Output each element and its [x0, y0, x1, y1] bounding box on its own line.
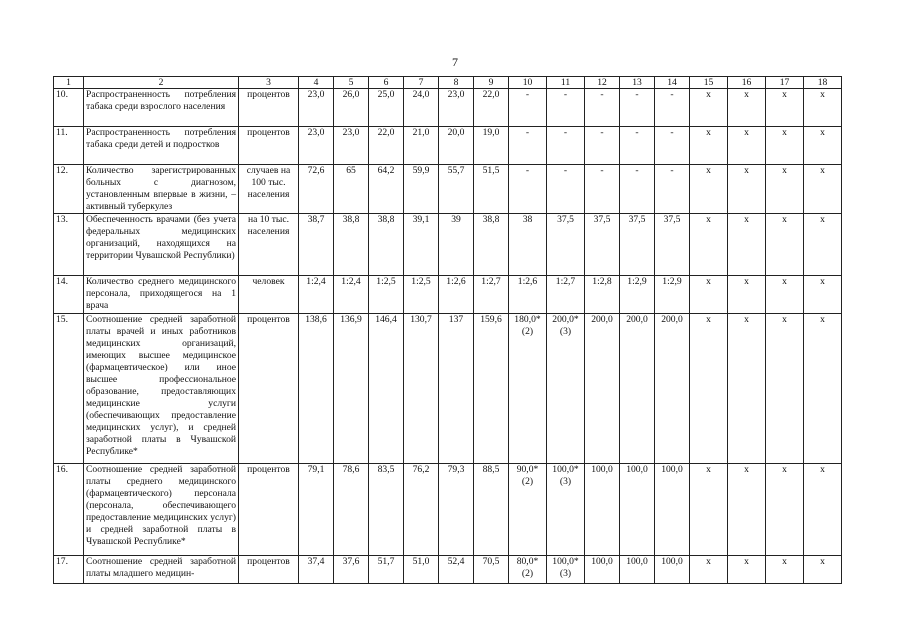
value-text: 72,6: [307, 165, 325, 176]
value-text: 100,0: [591, 464, 613, 475]
value-cell: [547, 556, 585, 584]
table-row: [54, 214, 842, 276]
value-text: 1:2,8: [592, 276, 612, 287]
value-cell: [690, 165, 728, 214]
table-row: [54, 127, 842, 165]
value-text: х: [782, 314, 787, 325]
value-cell: [804, 314, 842, 464]
value-cell: [334, 464, 369, 556]
value-cell: [728, 165, 766, 214]
value-text: 37,5: [593, 214, 611, 225]
value-text: -: [635, 89, 639, 100]
column-number: 2: [84, 77, 239, 89]
value-cell: [334, 127, 369, 165]
page-number: 7: [452, 55, 458, 69]
column-number: 14: [655, 77, 690, 89]
value-text: 22,0: [377, 127, 395, 138]
value-text: х: [782, 214, 787, 225]
value-text: 23,0: [447, 89, 465, 100]
value-cell: [299, 464, 334, 556]
indicator-name: Соотношение средней заработной платы среднего медицинского (фармацевтического) персонала (персонала, обеспечивающего предоставление медицинских услуг) и средней заработной платы в Чувашской Республике*: [84, 464, 239, 556]
value-text: 52,4: [447, 556, 465, 567]
value-cell: [369, 464, 404, 556]
value-cell: [509, 214, 547, 276]
value-text: 130,7: [410, 314, 432, 325]
table-row: [54, 464, 842, 556]
value-text: 1:2,4: [341, 276, 361, 287]
value-text: х: [782, 276, 787, 287]
value-cell: [804, 127, 842, 165]
value-text: х: [782, 127, 787, 138]
value-text: 79,1: [307, 464, 325, 475]
value-cell: [655, 314, 690, 464]
value-text: -: [635, 127, 639, 138]
value-text: 51,5: [482, 165, 500, 176]
value-text: х: [820, 89, 825, 100]
indicator-name: Соотношение средней заработной платы врачей и иных работников медицинских организаций, имеющих высшее медицинское (фармацевтическое) или иное высшее профессиональное образование, предоставляющих медицинские услуги (обеспечивающих предоставление медицинских услуг), и средней заработной платы в Чувашской Республике*: [84, 314, 239, 464]
value-cell: [474, 464, 509, 556]
value-cell: [334, 276, 369, 314]
value-cell: [439, 276, 474, 314]
value-cell: [728, 464, 766, 556]
value-cell: [439, 556, 474, 584]
value-cell: [369, 127, 404, 165]
indicator-name: Количество зарегистрированных больных с диагнозом, установленным впервые в жизни, – активный туберкулез: [84, 165, 239, 214]
value-cell: [620, 314, 655, 464]
value-cell: [585, 165, 620, 214]
value-text: 55,7: [447, 165, 465, 176]
table-row: [54, 276, 842, 314]
value-cell: [334, 214, 369, 276]
value-text: 146,4: [375, 314, 397, 325]
value-cell: [620, 276, 655, 314]
column-number: 18: [804, 77, 842, 89]
value-text: 37,4: [307, 556, 325, 567]
value-text: 38: [522, 214, 533, 225]
value-text: 51,7: [377, 556, 395, 567]
value-cell: [585, 214, 620, 276]
unit-cell: процентов: [239, 464, 299, 556]
value-text: 1:2,7: [481, 276, 501, 287]
value-cell: [728, 214, 766, 276]
value-text: х: [744, 127, 749, 138]
value-text: 137: [448, 314, 464, 325]
value-cell: [547, 276, 585, 314]
column-number: 6: [369, 77, 404, 89]
column-number: 1: [54, 77, 84, 89]
value-text: 100,0: [626, 464, 648, 475]
value-text: 1:2,5: [376, 276, 396, 287]
value-text: 90,0*: [516, 464, 539, 475]
value-cell: [585, 89, 620, 127]
value-cell: [766, 127, 804, 165]
value-cell: [299, 556, 334, 584]
value-cell: [804, 556, 842, 584]
value-text: 23,0: [342, 127, 360, 138]
value-text: 100,0: [661, 464, 683, 475]
value-text: -: [670, 127, 674, 138]
value-text: -: [600, 89, 604, 100]
value-cell: [804, 464, 842, 556]
value-text: х: [744, 89, 749, 100]
value-cell: [728, 127, 766, 165]
value-cell: [439, 89, 474, 127]
value-text: х: [820, 464, 825, 475]
footnote-ref: (3): [559, 326, 572, 337]
value-cell: [299, 276, 334, 314]
value-text: 1:2,4: [306, 276, 326, 287]
value-cell: [404, 314, 439, 464]
value-text: 25,0: [377, 89, 395, 100]
value-cell: [620, 127, 655, 165]
value-cell: [804, 89, 842, 127]
row-number: 16.: [54, 464, 84, 556]
row-number: 15.: [54, 314, 84, 464]
footnote-ref: (2): [521, 476, 534, 487]
value-cell: [690, 556, 728, 584]
value-cell: [766, 89, 804, 127]
indicator-name: Количество среднего медицинского персонала, приходящегося на 1 врача: [84, 276, 239, 314]
value-text: 88,5: [482, 464, 500, 475]
value-text: х: [820, 165, 825, 176]
value-text: 1:2,6: [446, 276, 466, 287]
value-text: 38,8: [482, 214, 500, 225]
value-text: х: [706, 464, 711, 475]
value-text: 100,0: [661, 556, 683, 567]
value-text: х: [744, 214, 749, 225]
row-number: 10.: [54, 89, 84, 127]
value-cell: [474, 556, 509, 584]
value-text: 200,0*: [552, 314, 579, 325]
value-text: -: [670, 89, 674, 100]
unit-cell: на 10 тыс. населения: [239, 214, 299, 276]
value-cell: [585, 127, 620, 165]
unit-cell: процентов: [239, 556, 299, 584]
value-text: 1:2,9: [627, 276, 647, 287]
unit-cell: процентов: [239, 89, 299, 127]
value-text: 159,6: [480, 314, 502, 325]
value-text: х: [820, 276, 825, 287]
value-cell: [369, 314, 404, 464]
indicator-name: Распространенность потребления табака среди взрослого населения: [84, 89, 239, 127]
row-number: 12.: [54, 165, 84, 214]
value-cell: [620, 165, 655, 214]
value-text: 37,6: [342, 556, 360, 567]
value-text: -: [600, 127, 604, 138]
value-cell: [509, 314, 547, 464]
value-cell: [439, 464, 474, 556]
value-text: х: [744, 314, 749, 325]
value-text: 39: [451, 214, 461, 225]
indicator-name: Обеспеченность врачами (без учета федеральных медицинских организаций, находящихся на территории Чувашской Республики): [84, 214, 239, 276]
row-number: 13.: [54, 214, 84, 276]
value-cell: [690, 89, 728, 127]
value-text: 37,5: [557, 214, 574, 225]
table-row: [54, 314, 842, 464]
value-cell: [439, 127, 474, 165]
unit-cell: человек: [239, 276, 299, 314]
value-text: 136,9: [340, 314, 362, 325]
value-cell: [690, 314, 728, 464]
value-text: х: [820, 314, 825, 325]
value-cell: [804, 165, 842, 214]
value-cell: [334, 314, 369, 464]
value-text: х: [782, 556, 787, 567]
value-cell: [404, 214, 439, 276]
value-cell: [334, 556, 369, 584]
footnote-ref: (2): [521, 326, 534, 337]
value-cell: [404, 276, 439, 314]
value-text: х: [744, 276, 749, 287]
value-cell: [690, 214, 728, 276]
footnote-ref: (3): [559, 476, 572, 487]
value-text: 200,0: [591, 314, 613, 325]
value-cell: [369, 214, 404, 276]
value-text: -: [563, 89, 568, 100]
value-text: -: [563, 165, 568, 176]
column-number: 10: [509, 77, 547, 89]
value-cell: [547, 464, 585, 556]
value-cell: [474, 214, 509, 276]
value-cell: [766, 214, 804, 276]
row-number: 14.: [54, 276, 84, 314]
value-text: х: [706, 127, 711, 138]
value-text: х: [782, 165, 787, 176]
value-cell: [547, 314, 585, 464]
value-text: -: [600, 165, 604, 176]
value-text: 1:2,6: [517, 276, 538, 287]
value-text: -: [525, 165, 530, 176]
value-text: 22,0: [482, 89, 500, 100]
value-cell: [334, 89, 369, 127]
value-cell: [474, 276, 509, 314]
value-cell: [404, 89, 439, 127]
column-number: 17: [766, 77, 804, 89]
value-text: 1:2,5: [411, 276, 431, 287]
value-cell: [585, 314, 620, 464]
value-text: 39,1: [412, 214, 430, 225]
unit-cell: процентов: [239, 314, 299, 464]
value-text: х: [782, 89, 787, 100]
value-text: х: [706, 556, 711, 567]
unit-cell: случаев на 100 тыс. населения: [239, 165, 299, 214]
value-cell: [620, 464, 655, 556]
value-text: 51,0: [412, 556, 430, 567]
value-cell: [655, 464, 690, 556]
value-text: х: [706, 276, 711, 287]
value-cell: [620, 214, 655, 276]
value-text: 23,0: [307, 127, 325, 138]
value-cell: [439, 314, 474, 464]
value-text: 70,5: [482, 556, 500, 567]
row-number: 11.: [54, 127, 84, 165]
value-cell: [766, 464, 804, 556]
value-text: -: [670, 165, 674, 176]
value-cell: [334, 165, 369, 214]
value-cell: [439, 165, 474, 214]
value-text: -: [525, 89, 530, 100]
value-cell: [547, 214, 585, 276]
value-cell: [439, 214, 474, 276]
value-cell: [620, 556, 655, 584]
value-cell: [585, 464, 620, 556]
unit-cell: процентов: [239, 127, 299, 165]
value-cell: [509, 556, 547, 584]
value-cell: [474, 314, 509, 464]
value-cell: [509, 127, 547, 165]
value-text: 76,2: [412, 464, 430, 475]
column-number: 5: [334, 77, 369, 89]
value-cell: [509, 276, 547, 314]
value-cell: [509, 464, 547, 556]
value-cell: [404, 464, 439, 556]
value-text: 200,0: [661, 314, 683, 325]
value-cell: [766, 556, 804, 584]
value-cell: [766, 276, 804, 314]
value-cell: [655, 89, 690, 127]
value-cell: [655, 556, 690, 584]
value-cell: [299, 165, 334, 214]
value-text: 80,0*: [516, 556, 539, 567]
value-text: 100,0*: [552, 464, 579, 475]
value-text: 37,5: [628, 214, 646, 225]
value-text: 23,0: [307, 89, 325, 100]
value-text: 21,0: [412, 127, 430, 138]
row-number: 17.: [54, 556, 84, 584]
value-text: 19,0: [482, 127, 500, 138]
footnote-ref: (3): [559, 568, 572, 579]
value-cell: [655, 214, 690, 276]
value-cell: [547, 89, 585, 127]
value-text: х: [706, 89, 711, 100]
value-cell: [655, 276, 690, 314]
column-number-row: [54, 77, 842, 89]
indicator-name: Соотношение средней заработной платы младшего медицин-: [84, 556, 239, 584]
value-cell: [690, 464, 728, 556]
value-text: 79,3: [447, 464, 465, 475]
value-cell: [728, 276, 766, 314]
column-number: 3: [239, 77, 299, 89]
value-cell: [804, 214, 842, 276]
value-text: 20,0: [447, 127, 465, 138]
value-cell: [474, 165, 509, 214]
column-number: 4: [299, 77, 334, 89]
value-text: 100,0*: [552, 556, 579, 567]
value-text: 59,9: [412, 165, 430, 176]
value-text: х: [820, 127, 825, 138]
footnote-ref: (2): [521, 568, 534, 579]
value-text: х: [706, 214, 711, 225]
value-cell: [547, 127, 585, 165]
value-cell: [474, 89, 509, 127]
value-cell: [369, 89, 404, 127]
value-cell: [299, 314, 334, 464]
value-cell: [655, 127, 690, 165]
value-text: 38,7: [307, 214, 325, 225]
value-cell: [404, 556, 439, 584]
column-number: 13: [620, 77, 655, 89]
value-text: 64,2: [377, 165, 395, 176]
value-cell: [369, 276, 404, 314]
value-cell: [299, 214, 334, 276]
value-cell: [547, 165, 585, 214]
value-cell: [728, 556, 766, 584]
value-text: 38,8: [342, 214, 360, 225]
value-text: 180,0*: [514, 314, 541, 325]
indicator-name: Распространенность потребления табака среди детей и подростков: [84, 127, 239, 165]
value-cell: [690, 276, 728, 314]
value-cell: [369, 165, 404, 214]
value-text: 37,5: [663, 214, 681, 225]
value-text: х: [744, 464, 749, 475]
value-cell: [474, 127, 509, 165]
column-number: 11: [547, 77, 585, 89]
value-text: 38,8: [377, 214, 395, 225]
value-text: 1:2,7: [555, 276, 576, 287]
value-text: -: [563, 127, 568, 138]
column-number: 15: [690, 77, 728, 89]
value-cell: [509, 165, 547, 214]
value-text: х: [782, 464, 787, 475]
value-cell: [655, 165, 690, 214]
value-cell: [690, 127, 728, 165]
value-text: 65: [346, 165, 356, 176]
value-cell: [369, 556, 404, 584]
value-cell: [404, 127, 439, 165]
table-row: [54, 556, 842, 584]
value-cell: [299, 89, 334, 127]
value-text: 83,5: [377, 464, 395, 475]
value-text: 78,6: [342, 464, 360, 475]
value-text: 100,0: [591, 556, 613, 567]
value-text: х: [820, 556, 825, 567]
value-cell: [766, 314, 804, 464]
column-number: 7: [404, 77, 439, 89]
value-text: -: [635, 165, 639, 176]
value-cell: [620, 89, 655, 127]
value-text: х: [744, 165, 749, 176]
indicators-table: [53, 76, 842, 584]
value-cell: [728, 89, 766, 127]
value-text: 100,0: [626, 556, 648, 567]
column-number: 9: [474, 77, 509, 89]
value-text: х: [706, 165, 711, 176]
value-cell: [585, 556, 620, 584]
value-text: х: [706, 314, 711, 325]
column-number: 8: [439, 77, 474, 89]
value-cell: [766, 165, 804, 214]
table-row: [54, 89, 842, 127]
value-cell: [299, 127, 334, 165]
value-cell: [804, 276, 842, 314]
value-text: 1:2,9: [662, 276, 682, 287]
value-text: -: [525, 127, 530, 138]
value-cell: [728, 314, 766, 464]
value-text: х: [744, 556, 749, 567]
value-text: 26,0: [342, 89, 360, 100]
value-text: 200,0: [626, 314, 648, 325]
value-text: х: [820, 214, 825, 225]
value-text: 24,0: [412, 89, 430, 100]
value-cell: [404, 165, 439, 214]
value-cell: [585, 276, 620, 314]
value-text: 138,6: [305, 314, 327, 325]
value-cell: [509, 89, 547, 127]
column-number: 12: [585, 77, 620, 89]
table-row: [54, 165, 842, 214]
column-number: 16: [728, 77, 766, 89]
